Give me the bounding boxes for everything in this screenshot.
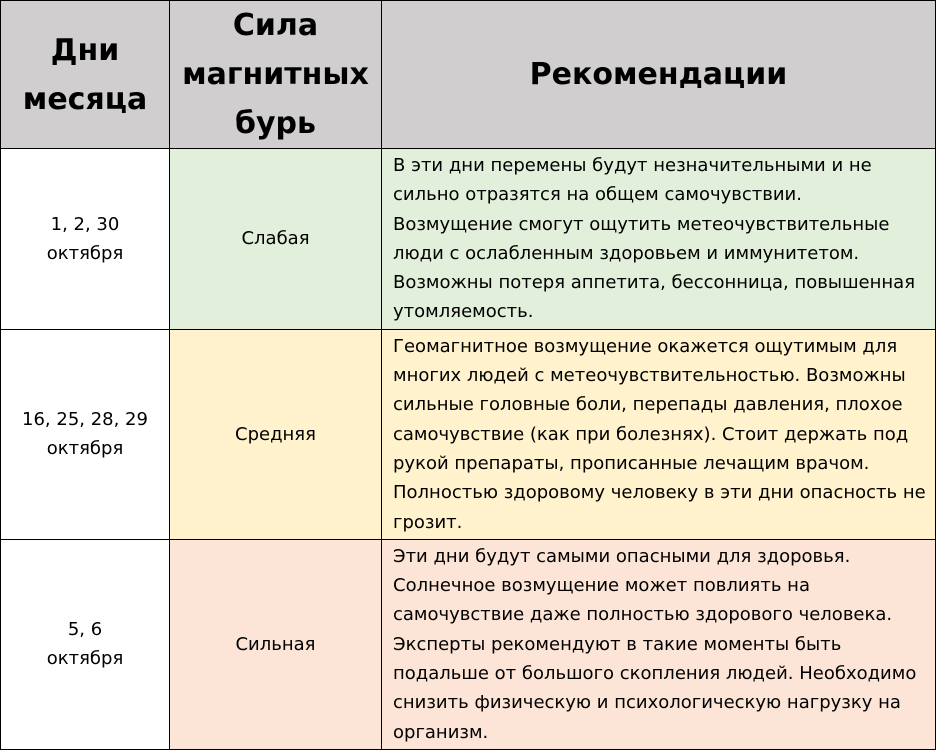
table-row: [1, 539, 936, 749]
header-days-line2: месяца: [22, 81, 148, 117]
days-cell: [1, 539, 170, 749]
header-days-line1: Дни: [50, 32, 120, 68]
recommendation-cell: В эти дни перемены будут незначительными и не сильно отразятся на общем самочувствии. Возмущение смогут ощутить метеочувствительные люди с ослабленным здоровьем и иммунитетом. Возможны потеря аппетита, бессонница, повышенная утомляемость.: [382, 149, 936, 330]
header-strength-line1: Сила: [232, 8, 319, 43]
days-cell: [1, 149, 170, 330]
days-value: 1, 2, 30: [50, 213, 120, 235]
days-value: 5, 6: [67, 619, 103, 641]
header-strength: [170, 1, 382, 149]
header-strength-line3: бурь: [235, 106, 316, 141]
header-days: [1, 1, 170, 149]
month-value: октября: [46, 438, 124, 460]
header-strength-line2: магнитных: [182, 57, 369, 92]
recommendation-cell: Эти дни будут самыми опасными для здоровья. Солнечное возмущение может повлиять на самочувствие даже полностью здорового человека. Эксперты рекомендуют в такие моменты быть подальше от большого скопления людей. Необходимо снизить физическую и психологическую нагрузку на организм.: [382, 539, 936, 749]
header-row: [1, 1, 936, 149]
days-cell: [1, 329, 170, 539]
recommendation-cell: Геомагнитное возмущение окажется ощутимым для многих людей с метеочувствительностью. Возможны сильные головные боли, перепады давления, плохое самочувствие (как при болезнях). Стоит держать под рукой препараты, прописанные лечащим врачом. Полностью здоровому человеку в эти дни опасность не грозит.: [382, 329, 936, 539]
table-row: [1, 329, 936, 539]
strength-cell: Слабая: [170, 149, 382, 330]
header-recommendations: Рекомендации: [382, 1, 936, 149]
strength-cell: Сильная: [170, 539, 382, 749]
month-value: октября: [46, 648, 124, 670]
strength-cell: Средняя: [170, 329, 382, 539]
month-value: октября: [46, 242, 124, 264]
days-value: 16, 25, 28, 29: [22, 409, 148, 431]
table-row: [1, 149, 936, 330]
